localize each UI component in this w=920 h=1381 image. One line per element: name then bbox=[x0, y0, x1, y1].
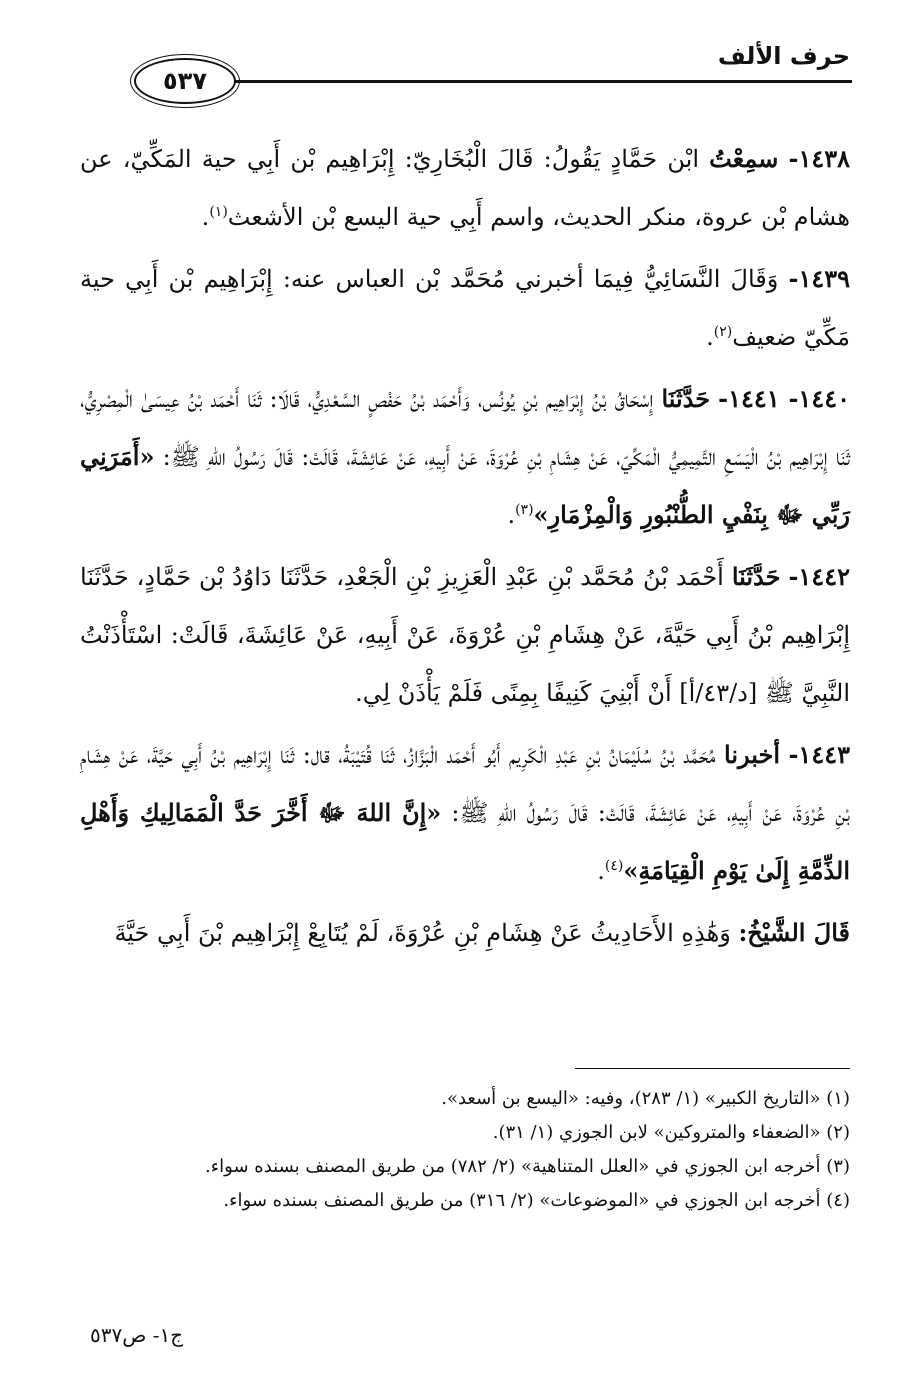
sheikh-keyword: قَالَ الشَّيْخُ: bbox=[738, 918, 850, 947]
narration-keyword: سمِعْتُ bbox=[709, 144, 779, 173]
paragraph-text: أَحْمَد بْنُ مُحَمَّد بْنِ عَبْدِ الْعَزِيزِ بْنِ الْجَعْدِ، حَدَّثَنَا دَاوُدُ بْن حَمَّادٍ، حَدَّثَنَا إِبْرَاهِيم بْنُ أَبِي حَيَّةَ، عَنْ هِشَامِ بْنِ عُرْوَةَ، عَنْ أَبِيهِ، عَنْ عَائِشَةَ، قَالَتْ: اسْتَأْذَنْتُ النَّبِيَّ ﷺ [د/٤٣/أ] أَنْ أَبْنِيَ كَنِيفًا بِمِنًى فَلَمْ يَأْذَنْ لِي. bbox=[80, 563, 851, 707]
paragraph-end: . bbox=[597, 857, 605, 885]
main-text bbox=[80, 130, 850, 966]
paragraph-text: ابْن حَمَّادٍ يَقُولُ: قَالَ الْبُخَارِيّ: إِبْرَاهِيم بْن أَبِي حية المَكِّيّ، عن هشام بْن عروة، منكر الحديث، واسم أَبِي حية اليسع بْن الأشعث bbox=[80, 145, 850, 231]
entry-number: ١٤٤٠- ١٤٤١- bbox=[718, 384, 850, 413]
entry-number: ١٤٣٩- bbox=[788, 264, 850, 293]
entry-number: ١٤٤٢- bbox=[788, 562, 850, 591]
footnote-ref: (٣) bbox=[515, 502, 534, 518]
entry-number: ١٤٤٣- bbox=[788, 740, 850, 769]
footnote-ref: (٢) bbox=[713, 324, 733, 340]
paragraph-sheikh-comment bbox=[80, 904, 850, 962]
paragraph-end: . bbox=[507, 501, 516, 529]
hadith-text: «أَمَرَنِي رَبِّي ﷻ بِنَفْيِ الطُّنْبُورِ وَالْمِزْمَارِ» bbox=[80, 442, 850, 529]
paragraph-1443 bbox=[80, 726, 850, 900]
page-number-badge bbox=[134, 58, 236, 104]
paragraph-1438 bbox=[80, 130, 850, 246]
footnote-2: (٢) «الضعفاء والمتروكين» لابن الجوزي (١/ ٣١). bbox=[492, 1122, 850, 1143]
narration-keyword: أخبرنا bbox=[724, 740, 781, 769]
footnote-divider bbox=[575, 1068, 850, 1069]
header-rule bbox=[140, 80, 852, 83]
paragraph-end: . bbox=[201, 203, 210, 231]
paragraph-end: . bbox=[706, 323, 714, 351]
footnote-3: (٣) أخرجه ابن الجوزي في «العلل المتناهية» (٢/ ٧٨٢) من طريق المصنف بسنده سواء. bbox=[205, 1156, 850, 1177]
page-number: ٥٣٧ bbox=[163, 67, 207, 95]
narration-keyword: حَدَّثَنَا bbox=[661, 384, 711, 413]
paragraph-text: وَقَالَ النَّسَائِيُّ فِيمَا أخبرني مُحَمَّد بْن العباس عنه: إِبْرَاهِيم بْن أَبِي حية مَكِّيّ ضعيف bbox=[80, 265, 850, 351]
footnote-ref: (٤) bbox=[604, 858, 624, 874]
volume-page-footer: ج١- ص٥٣٧ bbox=[90, 1323, 184, 1347]
entry-number: ١٤٣٨- bbox=[788, 144, 850, 173]
paragraph-text: إِسْحَاقُ بْنُ إِبْرَاهِيم بْنِ يُونُس، وَأَحْمَد بْنُ حَفْصٍ السَّعْدِيُّ، قَالَا: ثَنَا أَحْمَد بْنُ عِيسَىٰ الْمِصْرِيُّ، ثَنَا إِبْرَاهِيم بْنُ الْيَسَعِ التَّمِيمِيُّ الْمَكِّيّ، عَنْ هِشَامِ بْنِ عُرْوَةَ، عَنْ أَبِيهِ، عَنْ عَائِشَةَ، قَالَتْ: قَالَ رَسُولُ اللهِ ﷺ: bbox=[80, 385, 850, 471]
footnote-ref: (١) bbox=[209, 204, 228, 220]
paragraph-1442 bbox=[80, 548, 850, 722]
running-header-title: حرف الألف bbox=[717, 42, 850, 70]
paragraph-text: وَهَٰذِهِ الأَحَادِيثُ عَنْ هِشَامِ بْنِ عُرْوَةَ، لَمْ يُتَابِعْ إِبْرَاهِيم بْنَ أَبِي حَيَّةَ bbox=[114, 919, 739, 947]
paragraph-1439 bbox=[80, 250, 850, 366]
footnotes bbox=[80, 1082, 850, 1218]
paragraph-text: مُحَمَّد بْنُ سُلَيْمَانُ بْنِ عَبْدِ الْكَرِيم أَبُو أَحْمَد الْبَزَّازُ، ثَنَا قُتَيْبَةُ، قال: ثَنَا إِبْرَاهِيم بْنُ أَبِي حَيَّةَ، عَنْ هِشَامِ بْنِ عُرْوَةَ، عَنْ أَبِيهِ، عَنْ عَائِشَةَ، قَالَتْ: قَالَ رَسُولُ اللهِ ﷺ: bbox=[80, 741, 851, 827]
paragraph-1440 bbox=[80, 370, 850, 544]
footnote-1: (١) «التاريخ الكبير» (١/ ٢٨٣)، وفيه: «اليسع بن أسعد». bbox=[441, 1088, 850, 1109]
hadith-text: «إِنَّ اللهَ ﷻ أَخَّرَ حَدَّ الْمَمَالِيكِ وَأَهْلِ الذِّمَّةِ إِلَىٰ يَوْمِ الْقِيَامَةِ» bbox=[80, 798, 850, 885]
narration-keyword: حَدَّثَنَا bbox=[731, 562, 781, 591]
footnote-4: (٤) أخرجه ابن الجوزي في «الموضوعات» (٢/ ٣١٦) من طريق المصنف بسنده سواء. bbox=[223, 1190, 850, 1211]
